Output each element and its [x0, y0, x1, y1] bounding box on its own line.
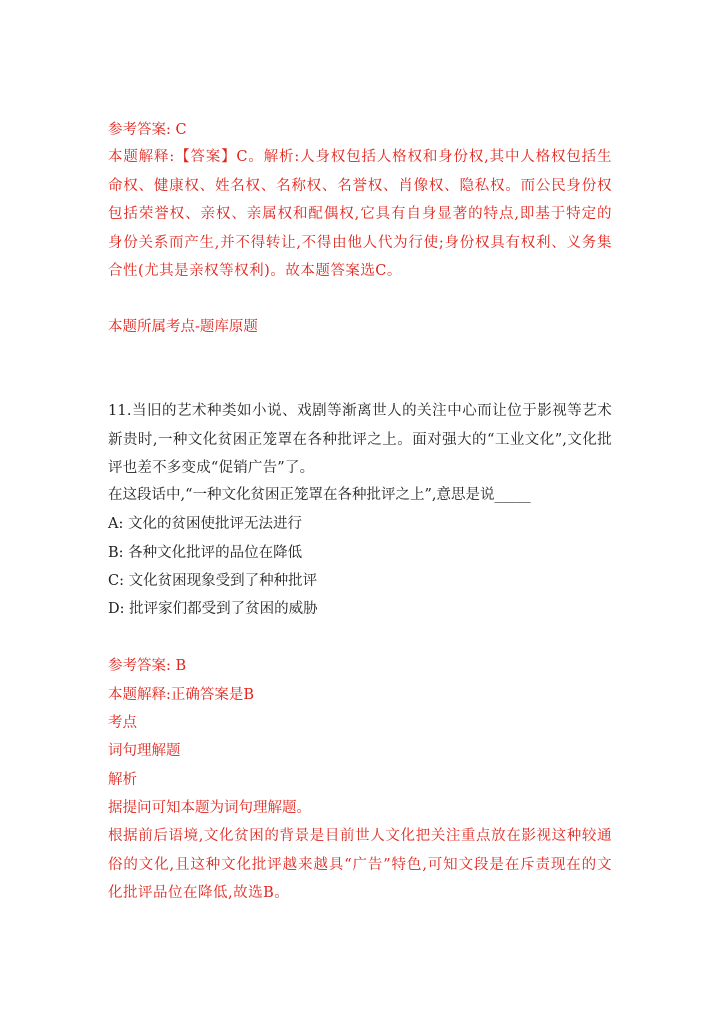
option-b: B: 各种文化批评的品位在降低 — [108, 545, 303, 561]
kaodian-value: 词句理解题 — [108, 743, 181, 759]
answer-label-1: 参考答案: C — [108, 122, 187, 138]
answer-label-2: 参考答案: B — [108, 658, 187, 674]
kaodian-label: 考点 — [108, 715, 137, 731]
jiexi-label: 解析 — [108, 772, 137, 788]
question-prompt: 在这段话中,“一种文化贫困正笼罩在各种批评之上”,意思是说_____ — [108, 487, 531, 503]
option-a: A: 文化的贫困使批评无法进行 — [108, 516, 302, 532]
question-stem: 11.当旧的艺术种类如小说、戏剧等渐离世人的关注中心而让位于影视等艺术新贵时,一种文化贫困正笼罩在各种批评之上。面对强大的“工业文化”,文化批评也差不多变成“促销广告”了。 — [108, 403, 612, 476]
option-c: C: 文化贫困现象受到了种种批评 — [108, 573, 318, 589]
explanation-label-2: 本题解释:正确答案是B — [108, 687, 255, 703]
jiexi-line-1: 据提问可知本题为词句理解题。 — [108, 800, 311, 816]
option-d: D: 批评家们都受到了贫困的威胁 — [108, 601, 318, 617]
jiexi-paragraph: 根据前后语境,文化贫困的背景是目前世人文化把关注重点放在影视这种较通俗的文化,且这种文化批评越来越具“广告”特色,可知文段是在斥责现在的文化批评品位在降低,故选B。 — [108, 828, 612, 901]
explanation-paragraph-1: 本题解释:【答案】C。解析:人身权包括人格权和身份权,其中人格权包括生命权、健康权、姓名权、名称权、名誉权、肖像权、隐私权。而公民身份权包括荣誉权、亲权、亲属权和配偶权,它具有自身显著的特点,即基于特定的身份关系而产生,并不得转让,不得由他人代为行使;身份权具有权利、义务集合性(尤其是亲权等权利)。故本题答案选C。 — [108, 149, 612, 279]
category-label: 本题所属考点-题库原题 — [108, 319, 258, 335]
